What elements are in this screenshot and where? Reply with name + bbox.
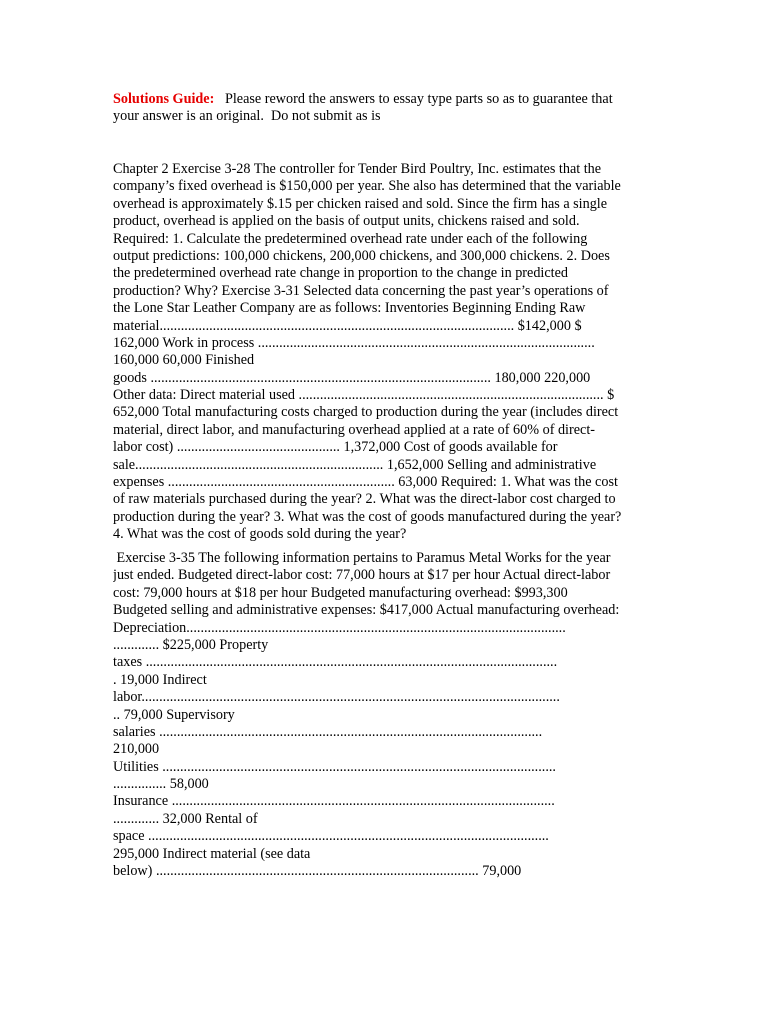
paragraph-line: goods ................................................................................................ 180,000 220,000	[113, 369, 591, 386]
paragraph-line: production during the year? 3. What was the cost of goods manufactured during the year?	[113, 508, 622, 525]
paragraph-line: the predetermined overhead rate change in proportion to the change in predicted	[113, 265, 568, 282]
paragraph-line: sale...................................................................... 1,652,000 Selling and administrative	[113, 456, 597, 473]
paragraph-line: labor......................................................................................................................	[113, 689, 560, 706]
paragraph-line: just ended. Budgeted direct-labor cost: 77,000 hours at $17 per hour Actual direct-labor	[113, 567, 611, 584]
paragraph-line: 160,000 60,000 Finished	[113, 352, 255, 369]
note-line-1	[113, 91, 655, 108]
paragraph-line: Required: 1. Calculate the predetermined overhead rate under each of the following	[113, 230, 588, 247]
solutions-guide-note	[113, 91, 655, 126]
paragraph-line: the Lone Star Leather Company are as follows: Inventories Beginning Ending Raw	[113, 300, 586, 317]
paragraph-line: ............. $225,000 Property	[113, 636, 269, 653]
paragraph-line: cost: 79,000 hours at $18 per hour Budgeted manufacturing overhead: $993,300	[113, 584, 568, 601]
paragraph-line: expenses ................................................................ 63,000 Required: 1. What was the cost	[113, 474, 618, 491]
paragraph-line: of raw materials purchased during the year? 2. What was the direct-labor cost charged to	[113, 491, 616, 508]
exercise-3-35	[113, 550, 655, 880]
paragraph-line: Other data: Direct material used ...................................................................................... $	[113, 387, 615, 404]
paragraph-line: material, direct labor, and manufacturing overhead applied at a rate of 60% of direct-	[113, 421, 595, 438]
paragraph-line: company’s fixed overhead is $150,000 per year. She also has determined that the variable	[113, 178, 621, 195]
paragraph-line: . 19,000 Indirect	[113, 671, 207, 688]
paragraph-line: 295,000 Indirect material (see data	[113, 845, 311, 862]
paragraph-line: material.................................................................................................... $142,000 $	[113, 317, 582, 334]
paragraph-line: overhead is approximately $.15 per chicken raised and sold. Since the firm has a single	[113, 195, 608, 212]
exercise-3-28-and-3-31	[113, 161, 655, 544]
paragraph-line: production? Why? Exercise 3-31 Selected data concerning the past year’s operations of	[113, 282, 609, 299]
paragraph-line: ............... 58,000	[113, 776, 209, 793]
paragraph-line: 162,000 Work in process ...............................................................................................	[113, 334, 595, 351]
paragraph-line: Chapter 2 Exercise 3-28 The controller for Tender Bird Poultry, Inc. estimates that the	[113, 161, 602, 177]
paragraph-line: Utilities ...............................................................................................................	[113, 758, 556, 775]
paragraph-line: below) ........................................................................................... 79,000	[113, 863, 522, 880]
paragraph-line: 210,000	[113, 741, 160, 758]
paragraph-line: 4. What was the cost of goods sold during the year?	[113, 526, 407, 543]
note-line-1-text: Please reword the answers to essay type parts so as to guarantee that	[214, 91, 613, 107]
paragraph-line: taxes ....................................................................................................................	[113, 654, 558, 671]
paragraph-line: labor cost) .............................................. 1,372,000 Cost of goods available for	[113, 439, 558, 456]
paragraph-line: .. 79,000 Supervisory	[113, 706, 235, 723]
paragraph-line: space .................................................................................................................	[113, 828, 549, 845]
note-line-2: your answer is an original. Do not submit as is	[113, 108, 381, 125]
paragraph-line: Budgeted selling and administrative expenses: $417,000 Actual manufacturing overhead:	[113, 602, 620, 619]
paragraph-line: Depreciation...........................................................................................................	[113, 619, 566, 636]
solutions-guide-label: Solutions Guide:	[113, 91, 215, 107]
paragraph-line: Exercise 3-35 The following information pertains to Paramus Metal Works for the year	[113, 550, 611, 566]
paragraph-line: 652,000 Total manufacturing costs charged to production during the year (includes direct	[113, 404, 619, 421]
paragraph-line: Insurance ............................................................................................................	[113, 793, 555, 810]
paragraph-line: salaries ............................................................................................................	[113, 723, 543, 740]
paragraph-line: output predictions: 100,000 chickens, 200,000 chickens, and 300,000 chickens. 2. Does	[113, 247, 610, 264]
paragraph-line: ............. 32,000 Rental of	[113, 810, 258, 827]
paragraph-line: product, overhead is applied on the basis of output units, chickens raised and sold.	[113, 213, 580, 230]
